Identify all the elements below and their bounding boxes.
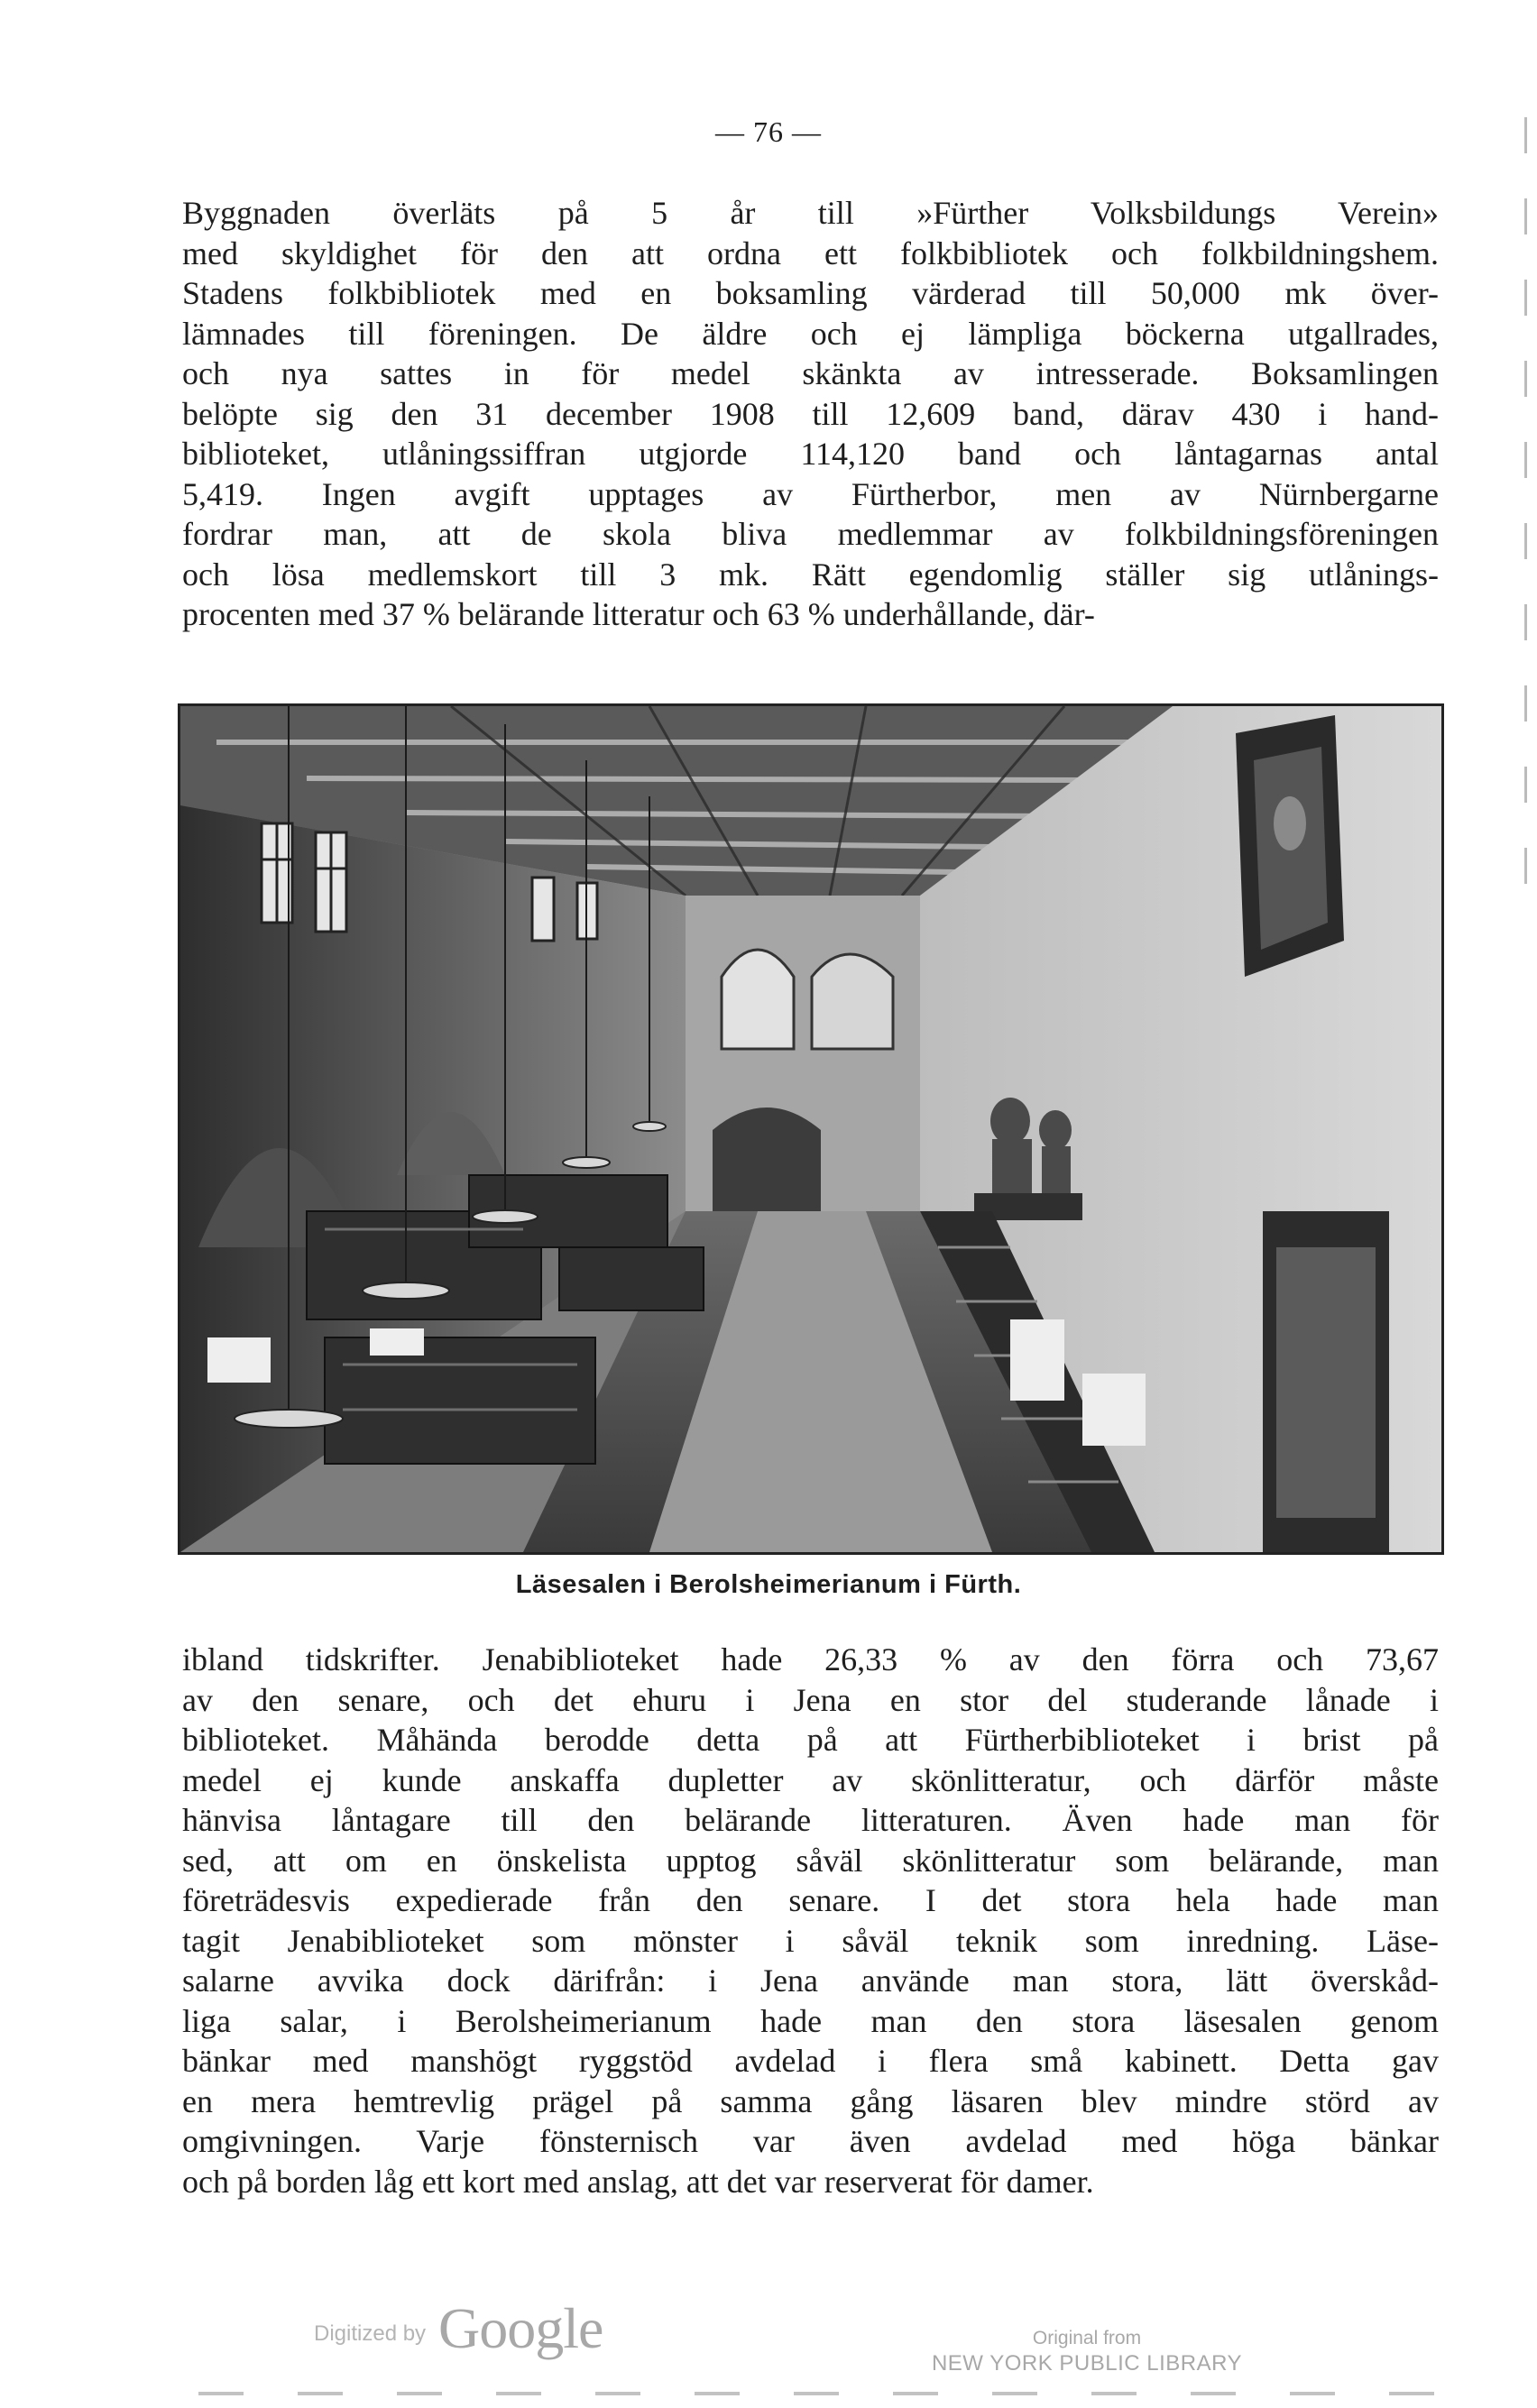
text-line: salarne avvika dock därifrån: i Jena använde man stora, lätt överskåd- <box>182 1962 1439 1999</box>
text-line: biblioteket, utlåningssiffran utgjorde 114,120 band och låntagarnas antal <box>182 436 1439 472</box>
text-line: belöpte sig den 31 december 1908 till 12,609 band, därav 430 i hand- <box>182 395 1439 432</box>
text-line: bänkar med manshögt ryggstöd avdelad i flera små kabinett. Detta gav <box>182 2043 1439 2079</box>
text-line: medel ej kunde anskaffa dupletter av skönlitteratur, och därför måste <box>182 1761 1439 1798</box>
page-edge-mark <box>1524 117 1527 902</box>
text-line: av den senare, och det ehuru i Jena en stor del studerande lånade i <box>182 1681 1439 1718</box>
text-line: och på borden låg ett kort med anslag, att det var reserverat för damer. <box>182 2163 1094 2200</box>
body-paragraph-top <box>182 193 1439 635</box>
text-line: och lösa medlemskort till 3 mk. Rätt egendomlig ställer sig utlånings- <box>182 556 1439 593</box>
text-line: ibland tidskrifter. Jenabiblioteket hade 26,33 % av den förra och 73,67 <box>182 1641 1439 1677</box>
text-line: Stadens folkbibliotek med en boksamling värderad till 50,000 mk över- <box>182 275 1439 311</box>
body-paragraph-bottom <box>182 1640 1439 2201</box>
text-line: och nya sattes in för medel skänkta av intresserade. Boksamlingen <box>182 355 1439 391</box>
text-line: Byggnaden överläts på 5 år till »Fürther Volksbildungs Verein» <box>182 195 1439 231</box>
library-name: NEW YORK PUBLIC LIBRARY <box>931 2351 1243 2376</box>
text-line: hänvisa låntagare till den belärande litteraturen. Även hade man för <box>182 1802 1439 1838</box>
text-line: företrädesvis expedierade från den senare. I det stora hela hade man <box>182 1882 1439 1918</box>
original-from-label: Original from <box>1032 2328 1142 2348</box>
bottom-scan-marks <box>198 2392 1443 2395</box>
reading-room-photograph <box>178 703 1444 1555</box>
figure-caption: Läsesalen i Berolsheimerianum i Fürth. <box>515 1570 1022 1599</box>
library-attribution <box>920 2326 1254 2376</box>
text-line: lämnades till föreningen. De äldre och ej lämpliga böckerna utgallrades, <box>182 315 1439 352</box>
text-line: procenten med 37 % belärande litteratur och 63 % underhållande, där- <box>182 596 1095 632</box>
text-line: med skyldighet för den att ordna ett folkbibliotek och folkbildningshem. <box>182 234 1439 271</box>
text-line: tagit Jenabiblioteket som mönster i såväl teknik som inredning. Läse- <box>182 1922 1439 1959</box>
text-line: 5,419. Ingen avgift upptages av Fürtherbor, men av Nürnbergarne <box>182 475 1439 512</box>
text-line: liga salar, i Berolsheimerianum hade man den stora läsesalen genom <box>182 2002 1439 2039</box>
page-number: — 76 — <box>715 115 822 148</box>
text-line: en mera hemtrevlig prägel på samma gång läsaren blev mindre störd av <box>182 2082 1439 2119</box>
text-line: fordrar man, att de skola bliva medlemmar av folkbildningsföreningen <box>182 516 1439 552</box>
text-line: sed, att om en önskelista upptog såväl skönlitteratur som belärande, man <box>182 1842 1439 1879</box>
text-line: omgivningen. Varje fönsternisch var även avdelad med höga bänkar <box>182 2123 1439 2159</box>
text-line: biblioteket. Måhända berodde detta på att Fürtherbiblioteket i brist på <box>182 1722 1439 1758</box>
google-logo: Google <box>438 2296 603 2360</box>
digitized-by-label: Digitized by <box>314 2321 427 2346</box>
